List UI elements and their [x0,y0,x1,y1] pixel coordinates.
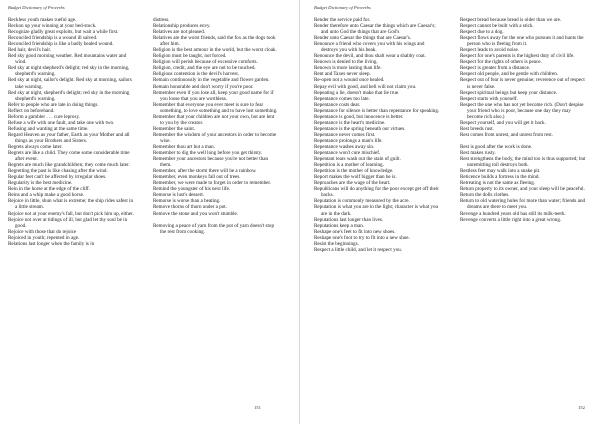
proverb-entry: Republicans will do anything for the poor except get off their backs. [314,186,439,199]
proverb-entry: Regrets always come later. [8,143,63,150]
proverb-entry: Retreating is not the same as fleeing. [460,180,536,187]
proverb-entry: Rent and Taxes never sleep. [314,71,371,78]
proverb-entry: Red sky at night shepherd's delight; red sky in the morning, shepherd's warning. [8,65,130,78]
proverb-entry: Refuse a wife with one fault, and take one with two. [8,119,115,126]
proverb-entry: Report makes the wolf bigger than he is. [314,174,397,181]
proverb-entry: Rejoice with those that do rejoice [8,228,77,235]
proverb-entry: Relatives are the worst friends, said the fox as the dogs took after him. [153,35,276,48]
proverb-entry: Repentance costs dear. [314,101,361,108]
proverb-entry: Render the service paid for. [314,17,371,23]
proverb-entry: Relations last longer when the family is in [8,240,95,247]
proverb-entry: Remember to dig the well long before you get thirsty. [153,150,263,157]
proverb-entry: Reshape one's feet to fit into new shoes. [314,228,396,235]
proverb-entry: Remember, after the storm there will be a rainbow. [153,168,257,175]
proverb-entry: Reproaches are the wage of the heart. [314,180,391,187]
proverb-entry: Rest breeds rust. [460,125,494,132]
proverb-entry: Remember thou art but a man. [153,143,215,150]
proverb-entry: Remorse is lust's dessert. [153,192,205,199]
proverb-entry: Regard Heaven as your father, Earth as your Mother and all things as your Brothers and Sisters. [8,131,130,144]
proverb-entry: Remain honorable and don't worry if you're poor. [153,83,254,90]
proverb-entry: Resist the beginnings. [314,240,359,247]
proverb-entry: Remember the saint. [153,125,196,132]
proverb-entry: Repentance is the spring beneath our virtues. [314,125,406,132]
proverb-entry: Repeating a lie, doesn't make that lie true. [314,89,400,96]
proverb-entry: Repentance won't cure mischief. [314,150,381,157]
proverb-entry: Return to old watering holes for more than water; friends and dreams are there to meet you. [460,198,586,211]
proverb-entry: Remember that everyone you ever meet is sure to fear something, to love something and to have lost something. [153,101,278,114]
proverb-entry: Remove thorns of thorn under a pot. [153,204,227,211]
proverb-entry: Removing a peace of yarn from the pot of yarn doesn't stop the rest from cooking. [153,222,275,235]
proverb-entry: Rest comes from unrest, and unrest from rest. [460,131,553,138]
proverb-entry: Reputations last longer than lives. [314,216,384,223]
proverb-entry: Respect for one's parents is the highest duty of civil life. [460,53,575,60]
proverb-entry: Rest is good after the work is done. [460,143,533,150]
proverb-entry: Respect yourself, and you will get it back. [460,119,546,126]
proverb-entry: Repentance for silence is better than repentance for speaking. [314,107,440,114]
proverb-entry: Renounce the devil, and thou shalt wear a shabby coat. [314,53,426,60]
proverb-entry: Respect starts with yourself. [460,95,518,102]
proverb-entry: Render unto Caesar the things that are Caesar's. [314,35,412,42]
proverb-entry: Refusing and wanting at the same time. [8,125,89,132]
proverb-entry: Repentance comes too late. [314,95,370,102]
proverb-entry: Reconciled friendship is a wound ill salved. [8,35,98,42]
proverb-entry: Renown is more lasting than life. [314,65,382,72]
proverb-entry: Respect the one who has not yet become rich. (Don't despise your friend who is poor, because one day they may become rich also.) [460,101,584,120]
proverb-entry: Remind the youngster of his next life. [153,186,231,193]
proverb-entry: Remorse is worse than a beating. [153,198,221,205]
proverb-entry: Reckless youth makes rueful age. [8,17,77,23]
right-page [300,0,600,424]
proverb-entry: Respect cannot be built with a stick. [460,23,534,30]
proverb-entry: Red sky good morning weather. Red mountains water and wind. [8,53,127,66]
proverb-entry: Remember even if you lose all, keep your good name for if you loose that you are worthless. [153,89,274,102]
left-column-1 [8,17,134,247]
proverb-entry: Respect out of fear is never genuine; reverence out of respect is never false. [460,77,585,90]
proverb-entry: Respect for the rights of others is peace. [460,59,542,66]
page-number: 151 [254,405,261,410]
proverb-entry: Repay evil with good, and hell will not claim you. [314,83,417,90]
proverb-entry: Regrets are much like grandchildren; they come much later. [8,162,130,169]
proverb-entry: Remember your ancestors because you're not better than them. [153,156,269,169]
proverb-entry: Remember the wisdom of your ancestors in order to become wise. [153,131,277,144]
proverb-entry: Repentance washes away sin. [314,143,375,150]
proverb-entry: Renounce a friend who covers you with his wings and destroys you with his beak. [314,41,425,54]
proverb-entry: Religion must be taught, not forced. [153,53,227,60]
proverb-entry: Respect is greater from a distance. [460,65,531,72]
right-column-2 [460,17,586,223]
proverb-entry: Recognize gladly great exploits, but wait a while first. [8,29,119,36]
proverb-entry: Repentant tears wash out the stain of guilt. [314,156,401,163]
proverb-entry: Remove the stone and you won't stumble. [153,210,239,217]
proverb-entry: Remember, even monkeys fall out of trees. [153,174,241,181]
proverb-entry: Revenge a hundred years old has still its milk-teeth. [460,210,566,217]
proverb-entry: Remain continuously in the vegetable and flower garden. [153,77,270,84]
proverb-entry: Reconciled friendship is like a badly healed wound. [8,41,114,48]
proverb-entry: Rejoiced in youth; repented in age. [8,234,80,241]
proverb-entry: Regularity is the best medicine. [8,180,73,187]
proverb-entry: Respect old people, and be gentle with children. [460,71,559,78]
proverb-entry: Revenge converts a little right into a great wrong. [460,216,562,223]
proverb-entry: Red hair, devil's hair. [8,47,52,54]
proverb-entry: Repentance is good, but innocence is better. [314,113,404,120]
running-head: Budget Dictionary of Proverbs [314,5,371,10]
proverb-entry: Reticence builds a fortress in the mind. [460,174,540,181]
proverb-entry: Respect leads to avoid noise. [460,47,519,54]
proverb-entry: Religion is the best armour in the world, but the worst cloak. [153,47,277,54]
running-head: Budget Dictionary of Proverbs [8,5,65,10]
proverb-entry: Reshape one's foot to try to fit into a new shoe. [314,234,410,241]
proverb-entry: Return the dolls clothes. [460,192,510,199]
proverb-entry: Rejoice not at your enemy's fall, but don't pick him up, either. [8,210,134,217]
proverb-entry: Rejoice in little, shun what is extreme; the ship rides safest in a little stream. [8,198,134,211]
proverb-entry: Respect due to a dog. [460,29,504,36]
proverb-entry: Respect a little child, and let it respect you. [314,246,402,253]
proverb-entry: Reputation is what you are in the light; character is what you are in the dark. [314,204,439,217]
proverb-entry: Refer to people who are late in doing things. [8,101,99,108]
proverb-entry: Repentance prolongs a man's life. [314,137,383,144]
proverb-entry: Repentance is the heart's medicine. [314,119,386,126]
proverb-entry: Respect bread because bread is older than we are. [460,17,562,23]
proverb-entry: Reckon up your winning at your bed-stock. [8,23,97,30]
proverb-entry: Reputation is commonly measured by the acre. [314,198,410,205]
proverb-entry: Renown is denied to the living. [314,59,378,66]
right-column-1 [314,17,440,253]
proverb-entry: Regretting the past is like chasing after the wind. [8,168,108,175]
proverb-entry: Return property to its owner, and your sleep will be peaceful. [460,186,585,193]
proverb-entry: Rest strengthens the body, the mind too is thus supported; but unremitting toil destroys both. [460,156,586,169]
proverb-entry: Repentance never comes first. [314,131,376,138]
proverb-entry: Restless feet may walk into a snake pit. [460,168,541,175]
proverb-entry: Respect spiritual beings but keep your distance. [460,89,558,96]
proverb-entry: Respect flows away for the one who pursues it and hunts the person who is fleeing from it. [460,35,584,48]
proverb-entry: Reputations keep a man. [314,222,365,229]
left-column-2 [153,17,279,235]
proverb-entry: Red sky at night, shepherd's delight; red sky in the morning shepherd's warning. [8,89,130,102]
proverb-entry: Relatives are not pleased. [153,29,206,36]
proverb-entry: Reins and a whip make a good horse. [8,192,85,199]
proverb-entry: Reflect on beforehand. [8,107,55,114]
proverb-entry: Religious contention is the devil's harvest. [153,71,240,78]
proverb-entry: Relationship produces envy. [153,23,211,30]
proverb-entry: Rein in the horse at the edge of the cliff. [8,186,90,193]
proverb-entry: Rest makes rusty. [460,150,496,157]
proverb-entry: Remember, we were made to forget in order to remember. [153,180,272,187]
proverb-entry: Re-open not a wound once healed. [314,77,385,84]
page-number: 152 [578,405,585,410]
proverb-entry: Repetition is a mother of learning. [314,162,384,169]
proverb-entry: Render therefore unto Caesar the things which are Caesar's; and unto God the things that are God's [314,23,436,36]
proverb-entry: Repetition is the mother of knowledge. [314,168,394,175]
proverb-entry: Reform a gambler . . . cure leprosy. [8,113,80,120]
proverb-entry: Rejoice not over at tidings of ill, but glad let thy soul be in good. [8,216,128,229]
proverb-entry: Red sky at night, sailor's delight. Red sky at morning, sailors take warning. [8,77,132,90]
proverb-entry: Religion, credit, and the eye are not to be touched. [153,65,256,72]
proverb-entry: distress. [153,17,170,23]
proverb-entry: Remember that your children are not your own, but are lent to you by the creator. [153,113,275,126]
proverb-entry: Regular feet can't be affected by irregular shoes. [8,174,107,181]
proverb-entry: Religion will perish because of excessive comforts. [153,59,258,66]
proverb-entry: Regrets are like a child. They come some considerable time after event. [8,150,130,163]
